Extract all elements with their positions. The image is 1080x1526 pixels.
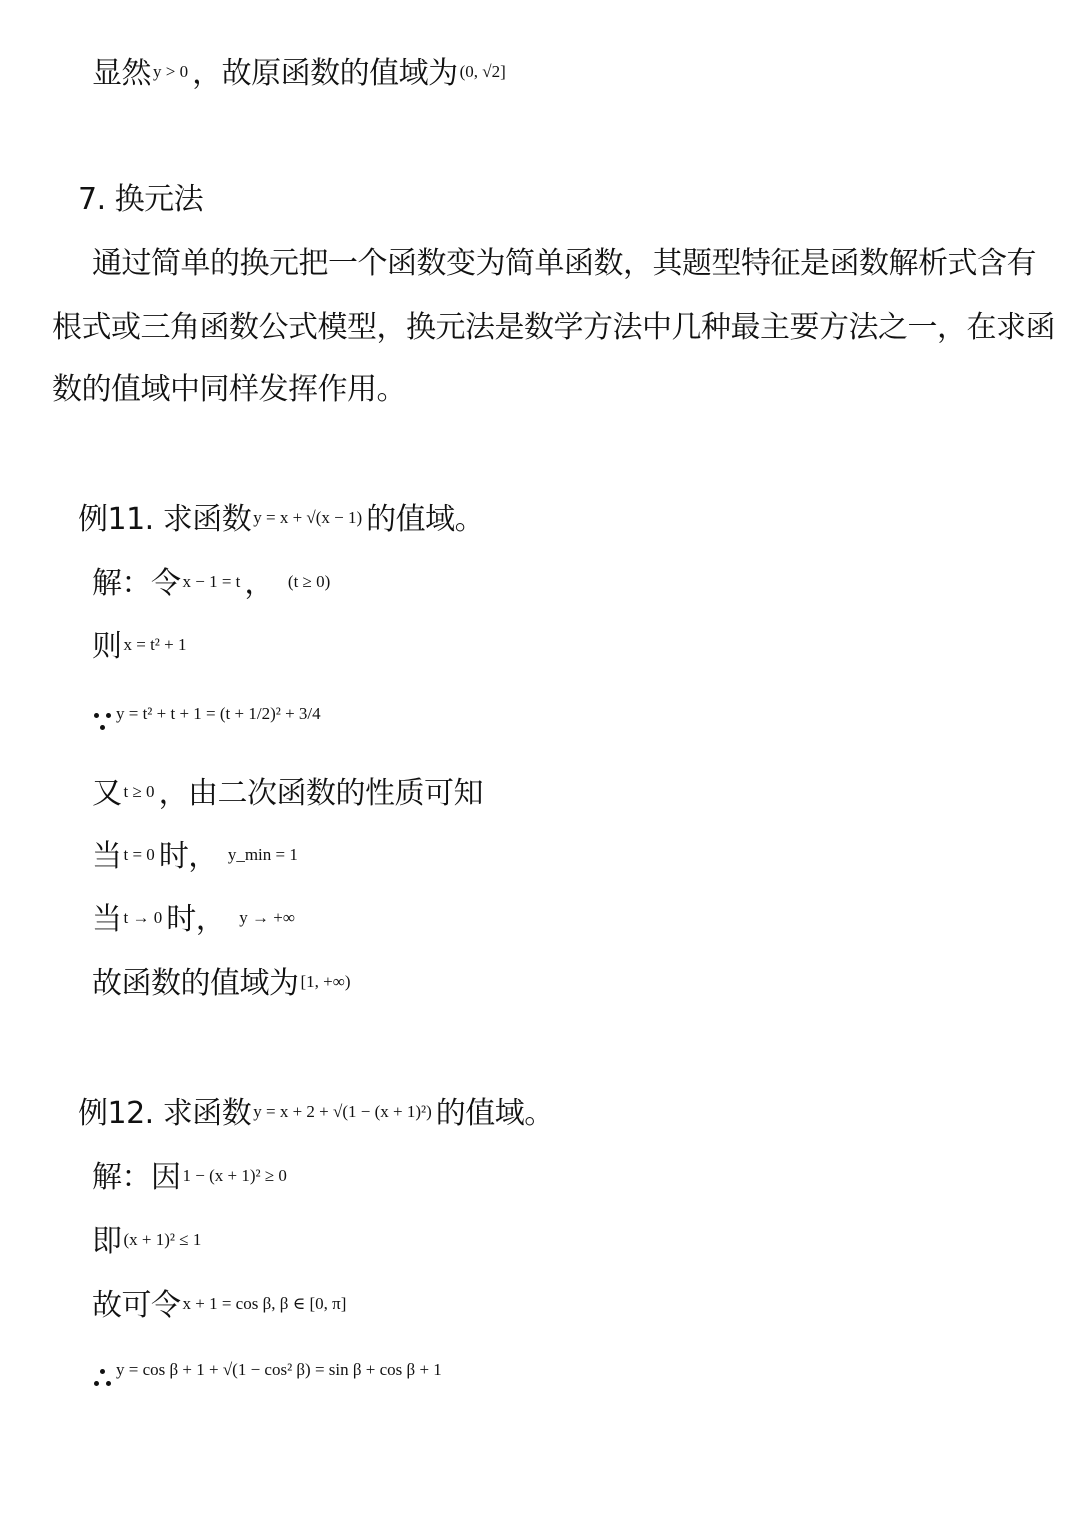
solution-line [92, 1156, 291, 1198]
math-expression: x = t² + 1 [123, 635, 187, 654]
line-text: 显然 [92, 56, 151, 91]
math-expression: y → +∞ [239, 908, 295, 927]
example-tail: 的值域。 [366, 502, 485, 537]
line-text: ，由二次函数的性质可知 [158, 776, 484, 811]
math-expression: y_min = 1 [227, 845, 298, 864]
line-text: 时， [158, 839, 218, 874]
solution-line [92, 1220, 205, 1262]
example-12-heading [78, 1092, 554, 1134]
math-expression: t = 0 [123, 845, 155, 864]
math-expression: y = t² + t + 1 = (t + 1/2)² + 3/4 [116, 704, 321, 723]
solution-line [92, 772, 483, 814]
math-expression: x + 1 = cos β, β ∈ [0, π] [182, 1294, 347, 1313]
solution-line [92, 962, 355, 1004]
math-expression: y = x + √(x − 1) [253, 508, 363, 527]
line-text: 故可令 [92, 1288, 181, 1323]
math-expression: y = cos β + 1 + √(1 − cos² β) = sin β + cos β + 1 [116, 1360, 442, 1379]
line-text: 时， [166, 902, 226, 937]
paragraph-line: 根式或三角函数公式模型，换元法是数学方法中几种最主要方法之一，在求函 [52, 310, 1055, 345]
example-label: 例11. 求函数 [78, 502, 252, 537]
solution-line [92, 898, 299, 940]
solution-line [92, 625, 191, 667]
paragraph-line: 通过简单的换元把一个函数变为简单函数，其题型特征是函数解析式含有 [92, 246, 1036, 281]
section-heading: 7. 换元法 [78, 182, 204, 217]
line-text: 当 [92, 902, 122, 937]
therefore-symbol-icon [92, 1357, 114, 1387]
solution-line [92, 562, 334, 604]
line-text: 则 [92, 629, 122, 664]
example-tail: 的值域。 [435, 1096, 554, 1131]
math-expression: y > 0 [153, 62, 189, 81]
example-11-heading [78, 498, 484, 540]
math-expression: (t ≥ 0) [287, 572, 331, 591]
math-expression: y = x + 2 + √(1 − (x + 1)²) [253, 1102, 432, 1121]
paragraph-line: 数的值域中同样发挥作用。 [52, 372, 406, 407]
line-text: 解：因 [92, 1160, 181, 1195]
line-text: ，故原函数的值域为 [192, 56, 458, 91]
line-text: 当 [92, 839, 122, 874]
math-expression: (0, √2] [459, 62, 506, 81]
math-expression: [1, +∞) [300, 972, 351, 991]
text-line [92, 52, 510, 94]
solution-line [92, 694, 325, 736]
line-text: 即 [92, 1224, 122, 1259]
because-symbol-icon [92, 701, 114, 731]
solution-line [92, 835, 302, 877]
math-expression: 1 − (x + 1)² ≥ 0 [182, 1166, 287, 1185]
solution-line [92, 1284, 350, 1326]
line-text: 解：令 [92, 566, 181, 601]
example-label: 例12. 求函数 [78, 1096, 252, 1131]
line-text: 又 [92, 776, 122, 811]
solution-line [92, 1350, 446, 1392]
math-expression: t ≥ 0 [123, 782, 155, 801]
line-text: ， [244, 566, 274, 601]
line-text: 故函数的值域为 [92, 966, 299, 1001]
math-expression: t → 0 [123, 908, 163, 927]
math-expression: (x + 1)² ≤ 1 [123, 1230, 202, 1249]
math-expression: x − 1 = t [182, 572, 241, 591]
